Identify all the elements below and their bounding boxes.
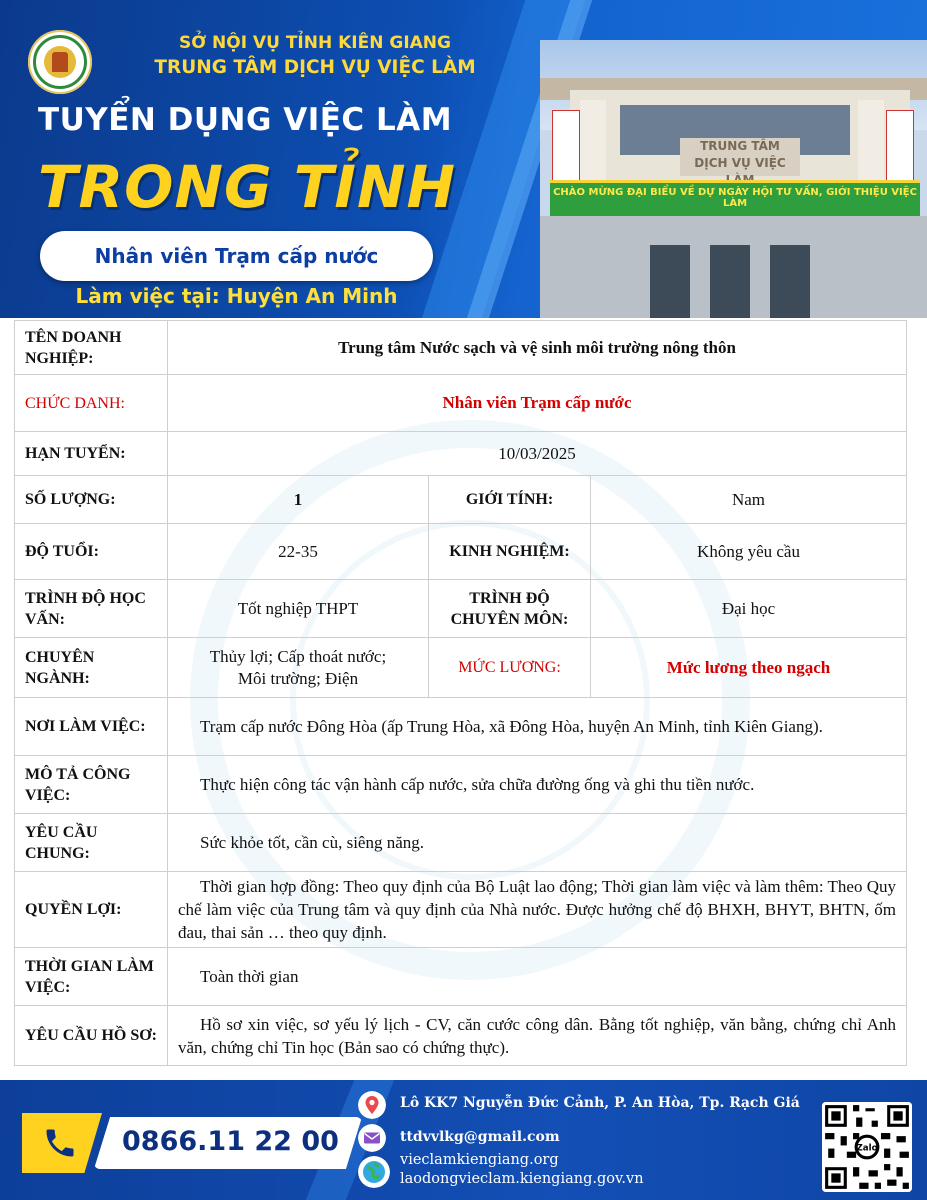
value-title: Nhân viên Trạm cấp nước — [168, 375, 907, 432]
job-details-table — [14, 320, 906, 1066]
row-description — [15, 756, 907, 814]
value-experience: Không yêu cầu — [591, 524, 907, 580]
svg-text:Zalo: Zalo — [856, 1143, 878, 1154]
location-pin-icon — [358, 1091, 386, 1119]
row-company — [15, 321, 907, 375]
row-age-experience — [15, 524, 907, 580]
label-professional: TRÌNH ĐỘ CHUYÊN MÔN: — [429, 580, 591, 638]
globe-icon — [358, 1156, 390, 1188]
value-age: 22-35 — [168, 524, 429, 580]
row-title — [15, 375, 907, 432]
label-documents: YÊU CẦU HỒ SƠ: — [15, 1006, 168, 1066]
label-description: MÔ TẢ CÔNG VIỆC: — [15, 756, 168, 814]
row-documents — [15, 1006, 907, 1066]
value-requirements: Sức khỏe tốt, cần cù, siêng năng. — [168, 814, 907, 872]
value-benefits: Thời gian hợp đồng: Theo quy định của Bộ Luật lao động; Thời gian làm việc và làm thêm: Theo Quy chế làm việc của Trung tâm và quy định của Nhà nước. Được hưởng chế độ BHXH, BHYT, BHTN, ốm đau, thai sản … theo quy định. — [168, 872, 907, 948]
address-text: Lô KK7 Nguyễn Đức Cảnh, P. An Hòa, Tp. Rạch Giá — [400, 1095, 800, 1111]
value-documents: Hồ sơ xin việc, sơ yếu lý lịch - CV, căn cước công dân. Bằng tốt nghiệp, văn bằng, chứng chỉ Anh văn, chứng chỉ Tin học (Bản sao có chứng thực). — [168, 1006, 907, 1066]
row-quantity-gender — [15, 476, 907, 524]
value-deadline: 10/03/2025 — [168, 432, 907, 476]
value-professional: Đại học — [591, 580, 907, 638]
label-major: CHUYÊN NGÀNH: — [15, 638, 168, 698]
phone-number[interactable]: 0866.11 22 00 — [122, 1126, 339, 1157]
value-worktime: Toàn thời gian — [168, 948, 907, 1006]
label-worktime: THỜI GIAN LÀM VIỆC: — [15, 948, 168, 1006]
row-major-salary — [15, 638, 907, 698]
phone-banner — [22, 1113, 362, 1173]
label-experience: KINH NGHIỆM: — [429, 524, 591, 580]
row-education — [15, 580, 907, 638]
headline: TUYỂN DỤNG VIỆC LÀM — [37, 102, 453, 138]
value-gender: Nam — [591, 476, 907, 524]
website-link-1[interactable]: vieclamkiengiang.org — [400, 1152, 559, 1168]
org-name-line1: SỞ NỘI VỤ TỈNH KIÊN GIANG — [179, 33, 451, 53]
row-worktime — [15, 948, 907, 1006]
label-education: TRÌNH ĐỘ HỌC VẤN: — [15, 580, 168, 638]
email-link[interactable]: ttdvvlkg@gmail.com — [400, 1129, 560, 1145]
label-requirements: YÊU CẦU CHUNG: — [15, 814, 168, 872]
value-education: Tốt nghiệp THPT — [168, 580, 429, 638]
value-major: Thủy lợi; Cấp thoát nước; Môi trường; Điện — [168, 638, 429, 698]
label-company: TÊN DOANH NGHIỆP: — [15, 321, 168, 375]
row-workplace — [15, 698, 907, 756]
building-banner: CHÀO MỪNG ĐẠI BIỂU VỀ DỰ NGÀY HỘI TƯ VẤN, GIỚI THIỆU VIỆC LÀM — [550, 180, 920, 220]
qr-code[interactable] — [822, 1102, 912, 1192]
header-banner — [0, 0, 927, 318]
row-deadline — [15, 432, 907, 476]
website-link-2[interactable]: laodongvieclam.kiengiang.gov.vn — [400, 1171, 644, 1187]
value-salary: Mức lương theo ngạch — [591, 638, 907, 698]
label-gender: GIỚI TÍNH: — [429, 476, 591, 524]
label-title: CHỨC DANH: — [15, 375, 168, 432]
value-quantity: 1 — [168, 476, 429, 524]
position-pill — [40, 231, 433, 281]
label-salary: MỨC LƯƠNG: — [429, 638, 591, 698]
label-deadline: HẠN TUYỂN: — [15, 432, 168, 476]
logo-emblem — [28, 30, 92, 94]
value-workplace: Trạm cấp nước Đông Hòa (ấp Trung Hòa, xã Đông Hòa, huyện An Minh, tỉnh Kiên Giang). — [168, 698, 907, 756]
label-benefits: QUYỀN LỢI: — [15, 872, 168, 948]
label-quantity: SỐ LƯỢNG: — [15, 476, 168, 524]
headline-large: TRONG TỈNH — [37, 153, 457, 221]
value-description: Thực hiện công tác vận hành cấp nước, sửa chữa đường ống và ghi thu tiền nước. — [168, 756, 907, 814]
label-workplace: NƠI LÀM VIỆC: — [15, 698, 168, 756]
label-age: ĐỘ TUỔI: — [15, 524, 168, 580]
building-sign: TRUNG TÂM DỊCH VỤ VIỆC — [680, 138, 800, 176]
building-photo — [540, 40, 927, 318]
email-icon — [358, 1124, 386, 1152]
phone-icon — [42, 1125, 78, 1161]
row-benefits — [15, 872, 907, 948]
org-name-line2: TRUNG TÂM DỊCH VỤ VIỆC LÀM — [154, 57, 476, 78]
position-pill-text: Nhân viên Trạm cấp nước — [94, 244, 379, 268]
row-requirements — [15, 814, 907, 872]
value-company: Trung tâm Nước sạch và vệ sinh môi trường nông thôn — [168, 321, 907, 375]
work-location: Làm việc tại: Huyện An Minh — [75, 284, 398, 308]
